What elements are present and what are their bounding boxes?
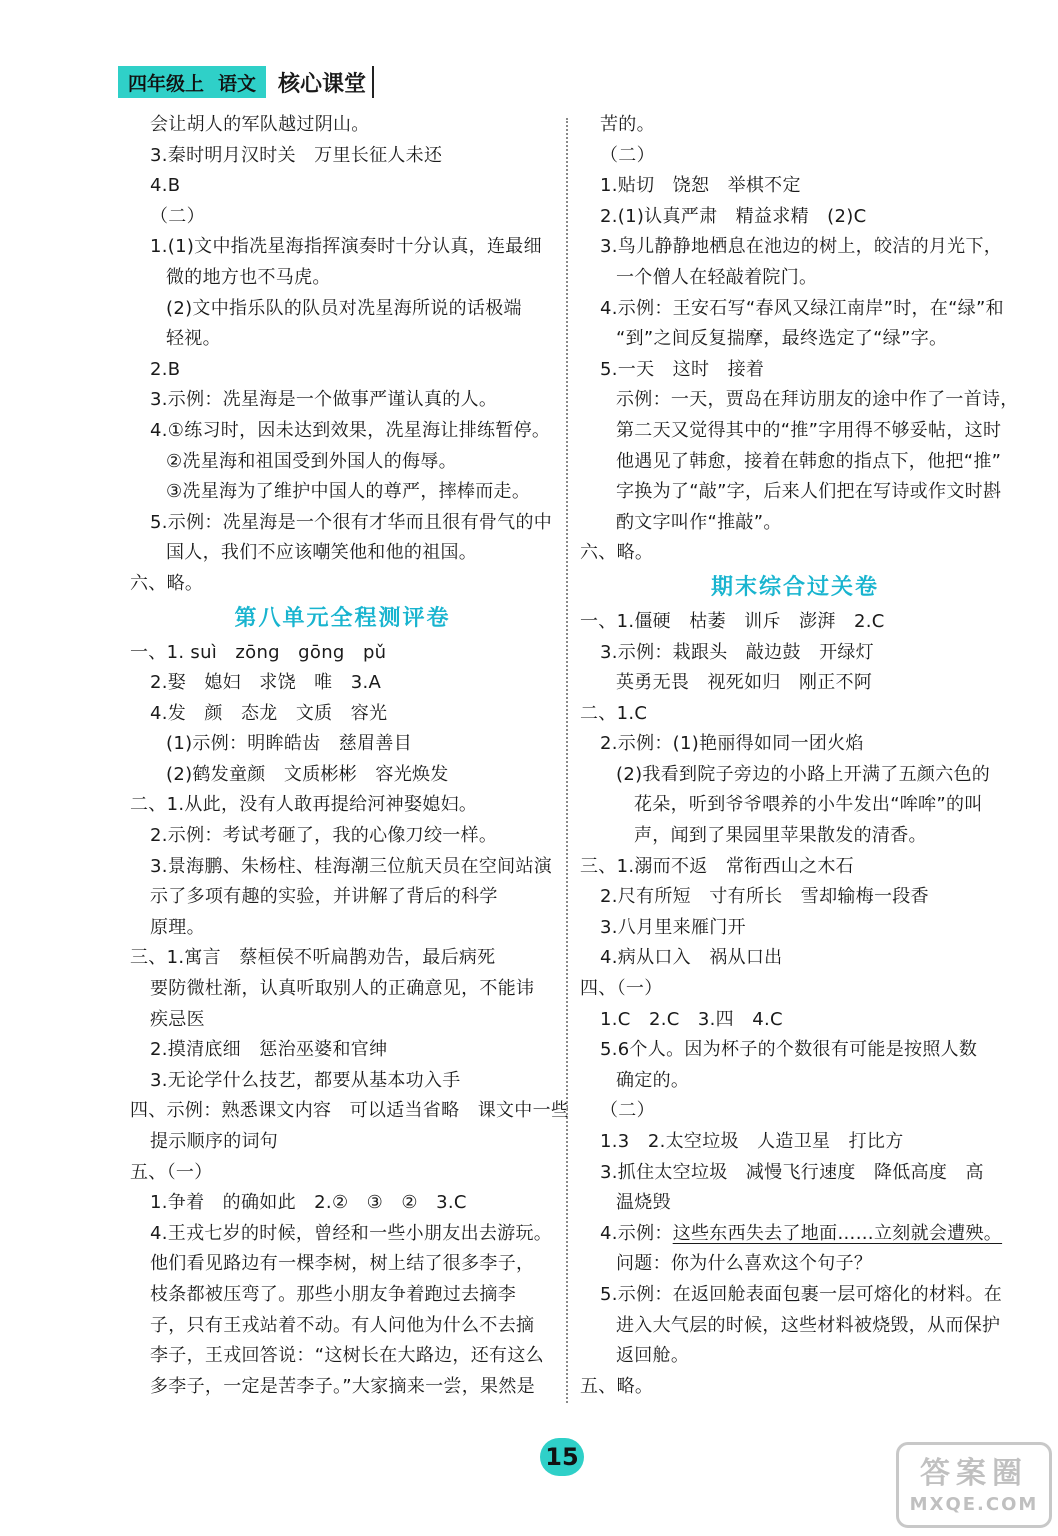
answer-line [580, 477, 1010, 508]
answer-line [130, 141, 555, 172]
answer-line [130, 110, 555, 141]
answer-text: ②冼星海和祖国受到外国人的侮辱。 [166, 450, 457, 472]
answer-text: 2.娶 媳妇 求饶 唯 3.A [150, 672, 382, 694]
answer-line [580, 882, 1010, 913]
answer-line [580, 385, 1019, 416]
answer-line [130, 790, 555, 821]
answer-text: 多李子，一定是苦李子。”大家摘来一尝，果然是 [150, 1375, 535, 1397]
answer-text: 三、1.寓言 蔡桓侯不听扁鹊劝告，最后病死 [130, 947, 496, 969]
answer-text: 3.景海鹏、朱杨柱、桂海潮三位航天员在空间站演 [150, 855, 553, 877]
answer-text: 五、（一） [130, 1161, 213, 1183]
answer-text: 2.示例：(1)艳丽得如同一团火焰 [600, 733, 864, 755]
answer-line [580, 913, 1010, 944]
answer-text: 一、1. suì zōng gōng pǔ [130, 641, 387, 663]
answer-line [580, 324, 1010, 355]
answer-text: 1.(1)文中指冼星海指挥演奏时十分认真，连最细 [150, 236, 542, 258]
answer-text: 5.示例：冼星海是一个很有才华而且很有骨气的中 [150, 511, 553, 533]
answer-line [580, 1341, 1010, 1372]
answer-text: (2)文中指乐队的队员对冼星海所说的话极端 [166, 297, 522, 319]
answer-line [580, 974, 1010, 1005]
left-column [130, 110, 570, 1402]
answer-line [130, 638, 555, 669]
answer-text: 他们看见路边有一棵李树，树上结了很多李子， [150, 1253, 535, 1275]
answer-text: 2.尺有所短 寸有所长 雪却输梅一段香 [600, 886, 929, 908]
answer-line [580, 668, 1010, 699]
subject-label: 语文 [218, 72, 257, 95]
answer-line [130, 729, 555, 760]
answer-line [130, 202, 555, 233]
answer-text: 李子，王戎回答说：“这树长在大路边，还有这么 [150, 1345, 544, 1367]
answer-line [130, 882, 555, 913]
answer-line [130, 263, 555, 294]
answer-line [130, 324, 555, 355]
answer-line [130, 477, 555, 508]
answer-text: 英勇无畏 视死如归 刚正不阿 [616, 672, 873, 694]
answer-line [580, 355, 1010, 386]
answer-line [580, 1219, 1010, 1250]
answer-line [130, 355, 555, 386]
grade-label: 四年级上 [128, 72, 205, 95]
answer-line [130, 538, 555, 569]
answer-text: 国人，我们不应该嘲笑他和他的祖国。 [166, 542, 478, 564]
answer-text: 枝条都被压弯了。那些小朋友争着跑过去摘李 [150, 1283, 516, 1305]
answer-text: 4.B [150, 175, 181, 197]
answer-text: 5.一天 这时 接着 [600, 358, 765, 380]
answer-text: 字换为了“敲”字，后来人们把在写诗或作文时斟 [616, 481, 1002, 503]
answer-text: （二） [600, 1100, 655, 1122]
answer-line [580, 760, 1010, 791]
answer-line [130, 569, 555, 600]
answer-line [130, 416, 555, 447]
answer-line [580, 538, 1010, 569]
answer-text: 1.争着 的确如此 2.② ③ ② 3.C [150, 1192, 467, 1214]
column-divider [566, 118, 568, 1403]
answer-text: 5.6个人。因为杯子的个数很有可能是按照人数 [600, 1039, 978, 1061]
answer-text: 苦的。 [600, 114, 655, 135]
answer-text: 示了多项有趣的实验，并讲解了背后的科学 [150, 886, 498, 908]
answer-line [580, 821, 1010, 852]
answer-line [580, 508, 1010, 539]
answer-text: 他遇见了韩愈，接着在韩愈的指点下，他把“推” [616, 450, 1002, 472]
answer-text: 会让胡人的军队越过阴山。 [150, 114, 370, 135]
answer-line [580, 729, 1010, 760]
answer-text: 确定的。 [616, 1069, 690, 1091]
answer-text: 声，闻到了果园里苹果散发的清香。 [634, 825, 927, 847]
right-column [580, 110, 1019, 1402]
answer-text: 4.发 颜 态龙 文质 容光 [150, 702, 388, 724]
answer-text: 4.病从口入 祸从口出 [600, 947, 783, 969]
answer-text: 1.贴切 饶恕 举棋不定 [600, 175, 801, 197]
answer-line [580, 447, 1010, 478]
answer-text: 2.(1)认真严肃 精益求精 (2)C [600, 205, 867, 227]
answer-line [130, 913, 555, 944]
answer-line [580, 1188, 1010, 1219]
answer-line [130, 699, 555, 730]
answer-text: 3.秦时明月汉时关 万里长征人未还 [150, 144, 443, 166]
answer-text: 提示顺序的词句 [150, 1131, 279, 1152]
answer-line [580, 416, 1010, 447]
answer-line [130, 1372, 555, 1403]
answer-text: 返回舱。 [616, 1345, 690, 1367]
answer-line [580, 232, 1010, 263]
answer-line [580, 1127, 1010, 1158]
answer-text: 4.示例：王安石写“春风又绿江南岸”时，在“绿”和 [600, 297, 1004, 319]
answer-text: 5.示例：在返回舱表面包裹一层可熔化的材料。在 [600, 1283, 1003, 1305]
answer-text: 六、略。 [580, 542, 654, 564]
answer-line [130, 447, 555, 478]
answer-text: （二） [600, 144, 655, 166]
answer-text: 花朵，听到爷爷喂养的小牛发出“哞哞”的叫 [634, 794, 983, 816]
answer-line [580, 1372, 1010, 1403]
answer-line [130, 1188, 555, 1219]
answer-line [130, 1127, 555, 1158]
answer-line [130, 1035, 555, 1066]
answer-text: 4.①练习时，因未达到效果，冼星海让排练暂停。 [150, 419, 551, 441]
answer-text: (2)鹤发童颜 文质彬彬 容光焕发 [166, 763, 449, 785]
answer-line [130, 943, 555, 974]
answer-text: 2.摸清底细 惩治巫婆和官绅 [150, 1039, 388, 1061]
answer-text: 4.示例： [600, 1222, 673, 1244]
answer-line [580, 638, 1010, 669]
answer-text: 3.鸟儿静静地栖息在池边的树上，皎洁的月光下， [600, 236, 1003, 258]
answer-text: 子，只有王戎站着不动。有人问他为什么不去摘 [150, 1314, 535, 1336]
answer-line [130, 974, 555, 1005]
section-heading: 期末综合过关卷 [710, 574, 879, 600]
answer-text: 3.无论学什么技艺，都要从基本功入手 [150, 1069, 461, 1091]
answer-line [580, 1035, 1010, 1066]
answer-line [130, 852, 555, 883]
answer-line [580, 1096, 1010, 1127]
answer-text: 轻视。 [166, 328, 221, 350]
answer-text: (2)我看到院子旁边的小路上开满了五颜六色的 [616, 763, 991, 785]
answer-line [130, 1005, 555, 1036]
answer-line [580, 790, 1010, 821]
answer-text: 微的地方也不马虎。 [166, 266, 331, 288]
answer-text: 三、1.溺而不返 常衔西山之木石 [580, 855, 854, 877]
answer-text: 一个僧人在轻敲着院门。 [616, 266, 818, 288]
answer-text: 4.王戎七岁的时候，曾经和一些小朋友出去游玩。 [150, 1222, 553, 1244]
answer-line [580, 699, 1010, 730]
answer-line [130, 1280, 555, 1311]
section-heading: 第八单元全程测评卷 [234, 605, 451, 631]
answer-text: 疾忌医 [150, 1008, 205, 1030]
page-header [118, 66, 374, 98]
answer-line [580, 1005, 1010, 1036]
answer-text: 2.示例：考试考砸了，我的心像刀绞一样。 [150, 825, 498, 847]
answer-text: 原理。 [150, 916, 205, 938]
answer-line [130, 385, 555, 416]
answer-line [130, 508, 555, 539]
answer-text: 示例：一天，贾岛在拜访朋友的途中作了一首诗， [616, 389, 1019, 411]
answer-line [580, 141, 1010, 172]
answer-line [580, 1311, 1010, 1342]
answer-line [580, 852, 1010, 883]
answer-line [580, 943, 1010, 974]
answer-line [130, 668, 555, 699]
answer-line [130, 171, 555, 202]
answer-text: （二） [150, 205, 205, 227]
watermark-logo: 答案圈 MXQE.COM [896, 1442, 1052, 1528]
answer-text: 进入大气层的时候，这些材料被烧毁，从而保护 [616, 1314, 1001, 1336]
answer-text: 五、略。 [580, 1375, 654, 1397]
answer-line [580, 263, 1010, 294]
answer-line [130, 1311, 555, 1342]
answer-line [580, 202, 1010, 233]
answer-line [580, 294, 1010, 325]
answer-text: 第二天又觉得其中的“推”字用得不够妥帖，这时 [616, 419, 1002, 441]
answer-text: 3.示例：栽跟头 敲边鼓 开绿灯 [600, 641, 874, 663]
answer-line [130, 294, 555, 325]
answer-text: 酌文字叫作“推敲”。 [616, 511, 782, 533]
answer-text: 六、略。 [130, 572, 204, 594]
grade-subject-tag [118, 66, 266, 98]
answer-line [130, 1158, 555, 1189]
answer-text: 四、示例：熟悉课文内容 可以适当省略 课文中一些 [130, 1100, 570, 1122]
answer-line [580, 1158, 1010, 1189]
answer-text: ③冼星海为了维护中国人的尊严，摔棒而走。 [166, 481, 531, 503]
answer-text: 四、（一） [580, 978, 663, 1000]
answer-line [130, 1219, 555, 1250]
series-title: 核心课堂 [266, 66, 374, 98]
answer-text: 温烧毁 [616, 1192, 671, 1214]
answer-line [580, 1280, 1010, 1311]
answer-line [130, 1341, 555, 1372]
answer-line [580, 607, 1010, 638]
answer-text: 3.示例：冼星海是一个做事严谨认真的人。 [150, 389, 498, 411]
answer-line [130, 760, 555, 791]
answer-text: 二、1.C [580, 702, 648, 724]
answer-line [580, 1249, 1010, 1280]
answer-line [580, 110, 1010, 141]
answer-text: 二、1.从此，没有人敢再提给河神娶媳妇。 [130, 794, 478, 816]
answer-text: 1.3 2.太空垃圾 人造卫星 打比方 [600, 1131, 904, 1152]
answer-text: “到”之间反复揣摩，最终选定了“绿”字。 [616, 328, 948, 350]
answer-line [580, 171, 1010, 202]
answer-line [130, 1096, 570, 1127]
answer-line [130, 1249, 555, 1280]
answer-text: 3.八月里来雁门开 [600, 916, 746, 938]
answer-text: 要防微杜渐，认真听取别人的正确意见，不能讳 [150, 978, 535, 1000]
answer-text: 问题：你为什么喜欢这个句子？ [616, 1253, 873, 1275]
answer-line [130, 821, 555, 852]
answer-text: 3.抓住太空垃圾 减慢飞行速度 降低高度 高 [600, 1161, 984, 1183]
underlined-sentence: 这些东西失去了地面……立刻就会遭殃。 [672, 1222, 1003, 1244]
answer-line [580, 1066, 1010, 1097]
answer-text: 2.B [150, 358, 181, 380]
answer-line [130, 1066, 555, 1097]
answer-text: 1.C 2.C 3.四 4.C [600, 1008, 783, 1030]
page-number: 15 [540, 1438, 584, 1476]
answer-text: 一、1.僵硬 枯萎 训斥 澎湃 2.C [580, 610, 885, 632]
answer-line [130, 232, 555, 263]
answer-text: (1)示例：明眸皓齿 慈眉善目 [166, 733, 412, 755]
